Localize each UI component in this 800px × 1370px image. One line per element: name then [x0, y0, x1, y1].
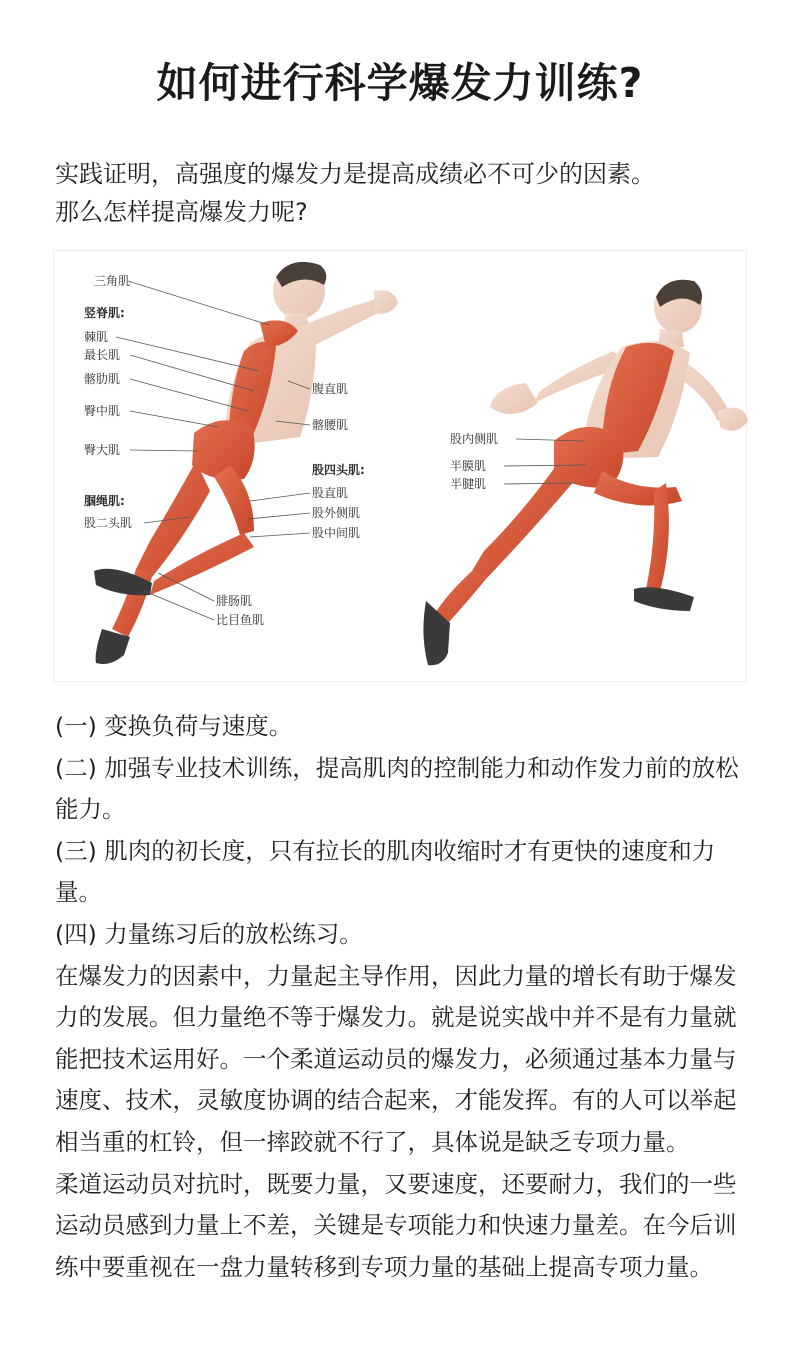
- point-4: (四) 力量练习后的放松练习。: [55, 919, 363, 948]
- label-semitendinosus: 半腱肌: [450, 477, 487, 491]
- label-hamstrings: 腘绳肌:: [84, 494, 125, 508]
- label-gastrocnemius: 腓肠肌: [216, 594, 253, 608]
- label-quadriceps: 股四头肌:: [312, 463, 365, 477]
- label-rectus-femoris: 股直肌: [312, 486, 349, 500]
- muscle-anatomy-figure: [53, 250, 747, 682]
- label-biceps-femoris: 股二头肌: [84, 516, 133, 530]
- label-deltoid: 三角肌: [94, 274, 131, 288]
- label-erector-spinae: 竖脊肌:: [84, 306, 125, 320]
- muscle-diagram: [54, 251, 748, 683]
- point-1: (一) 变换负荷与速度。: [55, 712, 293, 740]
- label-gluteus-maximus: 臀大肌: [84, 443, 121, 457]
- point-3: (三) 肌肉的初长度，只有拉长的肌肉收缩时才有更快的速度和力量。: [55, 836, 716, 907]
- label-iliopsoas: 髂腰肌: [312, 418, 349, 432]
- label-rectus-abdominis: 腹直肌: [312, 382, 349, 396]
- label-longissimus: 最长肌: [84, 348, 121, 362]
- intro-text: [55, 155, 755, 231]
- label-vastus-medialis: 股内侧肌: [450, 432, 499, 446]
- label-spinalis: 棘肌: [84, 330, 109, 344]
- page-title: 如何进行科学爆发力训练?: [156, 59, 644, 107]
- intro-line-1: 实践证明，高强度的爆发力是提高成绩必不可少的因素。: [55, 160, 655, 188]
- label-vastus-intermedius: 股中间肌: [312, 526, 361, 540]
- label-semimembranosus: 半膜肌: [450, 459, 487, 473]
- label-gluteus-medius: 臀中肌: [84, 404, 121, 418]
- paragraph-strength: 在爆发力的因素中，力量起主导作用，因此力量的增长有助于爆发力的发展。但力量绝不等于爆发力。就是说实战中并不是有力量就能把技术运用好。一个柔道运动员的爆发力，必须通过基本力量与速度、技术，灵敏度协调的结合起来，才能发挥。有的人可以举起相当重的杠铃，但一摔跤就不行了，具体说是缺乏专项力量。: [55, 961, 737, 1156]
- intro-line-2: 那么怎样提高爆发力呢?: [55, 198, 308, 226]
- label-iliocostalis: 髂肋肌: [84, 372, 121, 386]
- paragraph-judo: 柔道运动员对抗时，既要力量，又要速度，还要耐力，我们的一些运动员感到力量上不差，关键是专项能力和快速力量差。在今后训练中要重视在一盘力量转移到专项力量的基础上提高专项力量。: [55, 1169, 737, 1281]
- label-soleus: 比目鱼肌: [216, 613, 265, 627]
- label-vastus-lateralis: 股外侧肌: [312, 506, 361, 520]
- article-body: [55, 706, 755, 1288]
- point-2: (二) 加强专业技术训练，提高肌肉的控制能力和动作发力前的放松能力。: [55, 753, 739, 824]
